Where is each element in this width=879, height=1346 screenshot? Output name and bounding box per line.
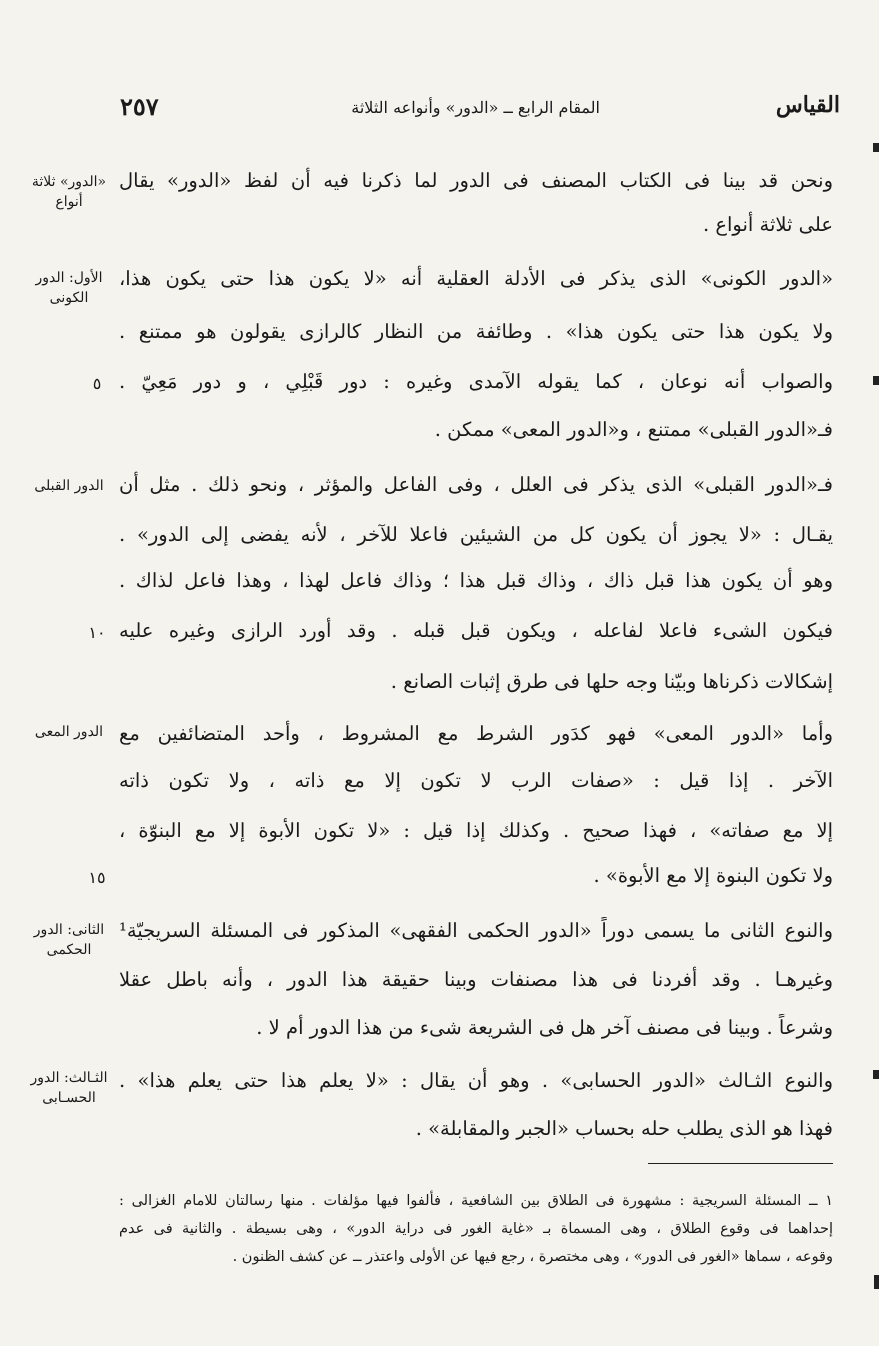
text-line: ولا يكون هذا حتى يكون هذا» . وطائفة من النظار كالرازى يقولون هو ممتنع . (119, 320, 833, 343)
page-number: ٢٥٧ (120, 92, 159, 121)
scan-edge-mark (873, 143, 879, 152)
text-line: ولا تكون البنوة إلا مع الأبوة» . (593, 864, 833, 887)
text-line: فـ«الدور القبلى» ممتنع ، و«الدور المعى» ممكن . (434, 418, 833, 441)
margin-note: الدور القبلى (34, 478, 104, 494)
scan-edge-mark (873, 376, 879, 385)
text-line: الآخر . إذا قيل : «صفات الرب لا تكون إلا مع ذاته ، ولا تكون ذاته (119, 769, 833, 792)
scan-edge-mark (874, 1275, 879, 1289)
text-line: وأما «الدور المعى» فهو كدَور الشرط مع المشروط ، وأحد المتضائفين مع (119, 722, 833, 745)
footnote-line: ١ ــ المسئلة السريجية : مشهورة فى الطلاق بين الشافعية ، فألفوا فيها مؤلفات . منها رسالتان للامام الغزالى : (119, 1193, 833, 1209)
text-line: ونحن قد بينا فى الكتاب المصنف فى الدور لما ذكرنا فيه أن لفظ «الدور» يقال (119, 169, 833, 192)
footnote-rule (648, 1163, 833, 1164)
footnote-line: إحداهما فى وقوع الطلاق ، وهى المسماة بـ «غاية الغور فى دراية الدور» ، وهى بسيطة . والثانية فى عدم (119, 1221, 833, 1237)
text-line: فيكون الشىء فاعلا لفاعله ، ويكون قبل قبله . وقد أورد الرازى وغيره عليه (119, 619, 833, 642)
scan-edge-mark (873, 1070, 879, 1079)
text-line: يقـال : «لا يجوز أن يكون كل من الشيئين فاعلا للآخر ، لأنه يفضى إلى الدور» . (119, 523, 833, 546)
margin-note: الثانى: الدور الحكمى (33, 922, 105, 958)
line-number: ١٥ (88, 868, 106, 887)
text-line: فـ«الدور القبلى» الذى يذكر فى العلل ، وفى الفاعل والمؤثر ، ونحو ذلك . مثل أن (119, 473, 833, 496)
text-line: إشكالات ذكرناها وبيّنا وجه حلها فى طرق إثبات الصانع . (390, 670, 833, 693)
text-line: والنوع الثـالث «الدور الحسابى» . وهو أن يقال : «لا يعلم هذا حتى يعلم هذا» . (119, 1069, 833, 1092)
footnote-line: وقوعه ، سماها «الغور فى الدور» ، وهى مختصرة ، رجع فيها عن الأولى واعتذر ــ عن كشف الظنون . (232, 1249, 833, 1265)
text-line: والنوع الثانى ما يسمى دوراً «الدور الحكمى الفقهى» المذكور فى المسئلة السريجيّة¹ (119, 919, 833, 942)
text-line: وشرعاً . وبينا فى مصنف آخر هل فى الشريعة شىء من هذا الدور أم لا . (256, 1016, 833, 1039)
margin-note: الدور المعى (34, 724, 104, 740)
text-line: إلا مع صفاته» ، فهذا صحيح . وكذلك إذا قيل : «لا تكون الأبوة إلا مع البنوّة ، (119, 819, 833, 842)
margin-note: «الدور» ثلاثة أنواع (31, 174, 107, 210)
text-line: والصواب أنه نوعان ، كما يقوله الآمدى وغيره : دور قَبْلِي ، و دور مَعِيّ . (119, 370, 833, 393)
section-title: المقام الرابع ــ «الدور» وأنواعه الثلاثة (351, 98, 600, 117)
book-title: القياس (775, 92, 840, 118)
line-number: ٥ (92, 374, 102, 393)
margin-note: الأول: الدور الكونى (35, 270, 103, 306)
text-line: على ثلاثة أنواع . (702, 213, 833, 236)
running-header (120, 92, 840, 126)
text-line: «الدور الكونى» الذى يذكر فى الأدلة العقلية أنه «لا يكون هذا حتى يكون هذا، (119, 267, 833, 290)
margin-note: الثـالث: الدور الحسـابى (30, 1070, 108, 1106)
text-line: فهذا هو الذى يطلب حله بحساب «الجبر والمقابلة» . (415, 1117, 833, 1140)
line-number: ١٠ (88, 623, 106, 642)
text-line: وهو أن يكون هذا قبل ذاك ، وذاك قبل هذا ؛ وذاك فاعل لهذا ، وهذا فاعل لذاك . (119, 569, 833, 592)
text-line: وغيرهـا . وقد أفردنا فى هذا مصنفات وبينا حقيقة هذا الدور ، وأنه باطل عقلا (119, 968, 833, 991)
